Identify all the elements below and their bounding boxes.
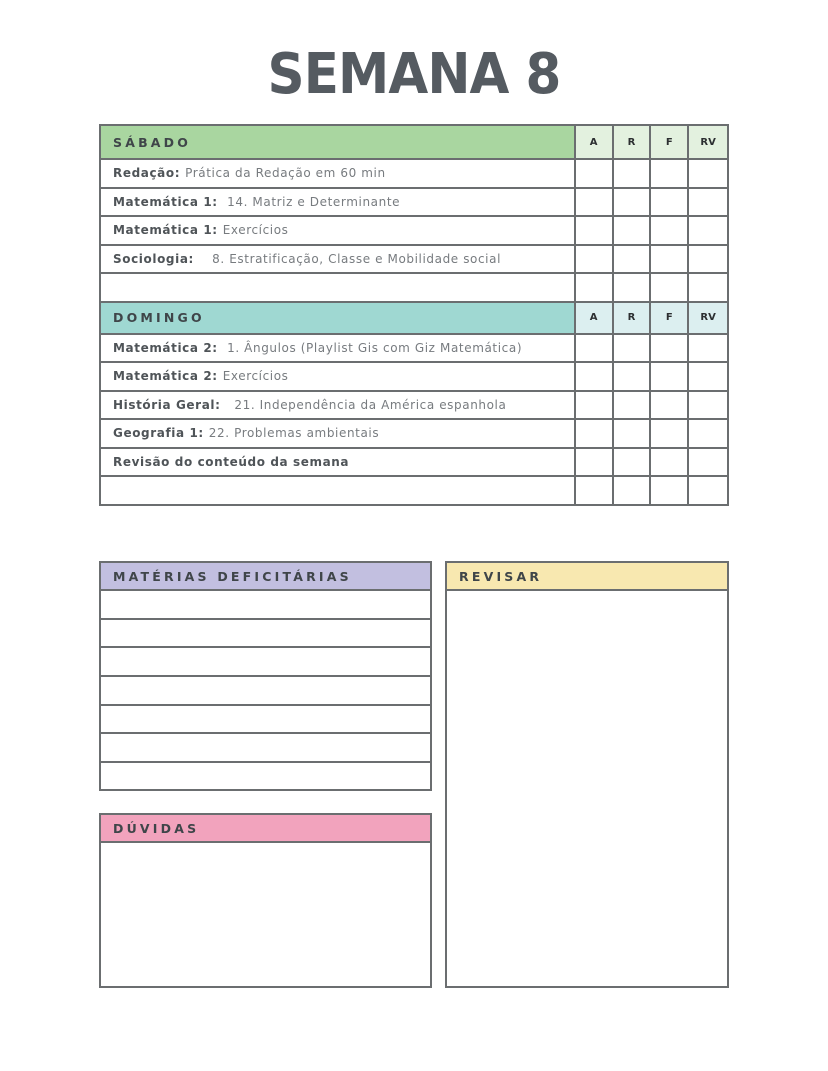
check-a[interactable] <box>576 363 614 390</box>
check-a[interactable] <box>576 449 614 476</box>
check-f[interactable] <box>651 189 689 216</box>
check-f[interactable] <box>651 420 689 447</box>
table-row-empty <box>101 272 727 301</box>
task-cell[interactable] <box>101 274 576 301</box>
task-cell[interactable] <box>101 217 576 244</box>
col-header-r: R <box>614 303 652 333</box>
check-r[interactable] <box>614 363 652 390</box>
topic-text: Prática da Redação em 60 min <box>185 166 386 181</box>
check-a[interactable] <box>576 392 614 419</box>
table-row <box>101 361 727 390</box>
revisar-box <box>445 561 729 988</box>
col-header-a: A <box>576 303 614 333</box>
check-a[interactable] <box>576 160 614 187</box>
col-header-f: F <box>651 126 689 158</box>
subject-label: Matemática 1: <box>113 194 218 209</box>
task-cell[interactable] <box>101 189 576 216</box>
task-cell[interactable] <box>101 449 576 476</box>
check-a[interactable] <box>576 189 614 216</box>
weekly-planner-table <box>99 124 729 506</box>
domingo-header-row <box>101 301 727 333</box>
topic-text: 14. Matriz e Determinante <box>222 194 401 209</box>
duvidas-box <box>99 813 432 988</box>
deficit-line[interactable] <box>101 591 430 620</box>
check-rv[interactable] <box>689 189 727 216</box>
table-row <box>101 447 727 476</box>
check-r[interactable] <box>614 217 652 244</box>
subject-label: Matemática 2: <box>113 369 218 384</box>
check-r[interactable] <box>614 274 652 301</box>
subject-label: Geografia 1: <box>113 426 204 441</box>
task-cell[interactable] <box>101 420 576 447</box>
page-title: SEMANA 8 <box>267 42 561 107</box>
task-cell[interactable] <box>101 477 576 504</box>
task-cell[interactable] <box>101 246 576 273</box>
check-rv[interactable] <box>689 274 727 301</box>
deficit-line[interactable] <box>101 648 430 677</box>
sabado-title: SÁBADO <box>113 134 192 150</box>
deficit-line[interactable] <box>101 620 430 649</box>
sabado-header-cell <box>101 126 576 158</box>
topic-text: Exercícios <box>222 223 289 238</box>
check-a[interactable] <box>576 335 614 362</box>
check-r[interactable] <box>614 477 652 504</box>
check-f[interactable] <box>651 246 689 273</box>
check-rv[interactable] <box>689 363 727 390</box>
check-rv[interactable] <box>689 246 727 273</box>
materias-deficitarias-header: MATÉRIAS DEFICITÁRIAS <box>101 563 430 591</box>
duvidas-area[interactable] <box>101 843 430 984</box>
table-row <box>101 418 727 447</box>
table-row <box>101 158 727 187</box>
check-rv[interactable] <box>689 160 727 187</box>
check-f[interactable] <box>651 335 689 362</box>
topic-text: 21. Independência da América espanhola <box>225 397 507 412</box>
check-rv[interactable] <box>689 449 727 476</box>
col-header-rv: RV <box>689 126 727 158</box>
table-row <box>101 187 727 216</box>
task-cell[interactable] <box>101 160 576 187</box>
col-header-a: A <box>576 126 614 158</box>
subject-label: Redação: <box>113 166 181 181</box>
deficit-line[interactable] <box>101 734 430 763</box>
check-a[interactable] <box>576 217 614 244</box>
check-f[interactable] <box>651 392 689 419</box>
deficit-line[interactable] <box>101 677 430 706</box>
check-f[interactable] <box>651 477 689 504</box>
materias-deficitarias-box <box>99 561 432 791</box>
subject-label: História Geral: <box>113 397 221 412</box>
check-a[interactable] <box>576 274 614 301</box>
check-a[interactable] <box>576 420 614 447</box>
duvidas-header: DÚVIDAS <box>101 815 430 843</box>
topic-text: 8. Estratificação, Classe e Mobilidade social <box>198 251 502 266</box>
check-r[interactable] <box>614 246 652 273</box>
deficit-line[interactable] <box>101 763 430 792</box>
revisar-area[interactable] <box>447 591 727 984</box>
check-rv[interactable] <box>689 335 727 362</box>
table-row <box>101 390 727 419</box>
col-header-rv: RV <box>689 303 727 333</box>
check-f[interactable] <box>651 363 689 390</box>
task-cell[interactable] <box>101 335 576 362</box>
col-header-f: F <box>651 303 689 333</box>
domingo-title: DOMINGO <box>113 310 205 325</box>
table-row <box>101 215 727 244</box>
col-header-r: R <box>614 126 652 158</box>
check-r[interactable] <box>614 335 652 362</box>
check-r[interactable] <box>614 392 652 419</box>
check-f[interactable] <box>651 160 689 187</box>
table-row <box>101 333 727 362</box>
deficit-line[interactable] <box>101 706 430 735</box>
check-r[interactable] <box>614 189 652 216</box>
subject-label: Matemática 1: <box>113 223 218 238</box>
task-cell[interactable] <box>101 363 576 390</box>
check-rv[interactable] <box>689 420 727 447</box>
check-rv[interactable] <box>689 392 727 419</box>
check-r[interactable] <box>614 420 652 447</box>
revisar-header: REVISAR <box>447 563 727 591</box>
check-r[interactable] <box>614 160 652 187</box>
table-row-empty <box>101 475 727 504</box>
topic-text: 22. Problemas ambientais <box>208 426 380 441</box>
check-f[interactable] <box>651 274 689 301</box>
domingo-header-cell <box>101 303 576 333</box>
check-f[interactable] <box>651 449 689 476</box>
subject-label: Revisão do conteúdo da semana <box>113 454 350 469</box>
topic-text: Exercícios <box>222 369 289 384</box>
subject-label: Matemática 2: <box>113 340 218 355</box>
sabado-header-row <box>101 126 727 158</box>
task-cell[interactable] <box>101 392 576 419</box>
check-rv[interactable] <box>689 217 727 244</box>
check-rv[interactable] <box>689 477 727 504</box>
table-row <box>101 244 727 273</box>
check-f[interactable] <box>651 217 689 244</box>
subject-label: Sociologia: <box>113 251 194 266</box>
check-a[interactable] <box>576 246 614 273</box>
topic-text: 1. Ângulos (Playlist Gis com Giz Matemática) <box>222 340 523 355</box>
check-a[interactable] <box>576 477 614 504</box>
check-r[interactable] <box>614 449 652 476</box>
